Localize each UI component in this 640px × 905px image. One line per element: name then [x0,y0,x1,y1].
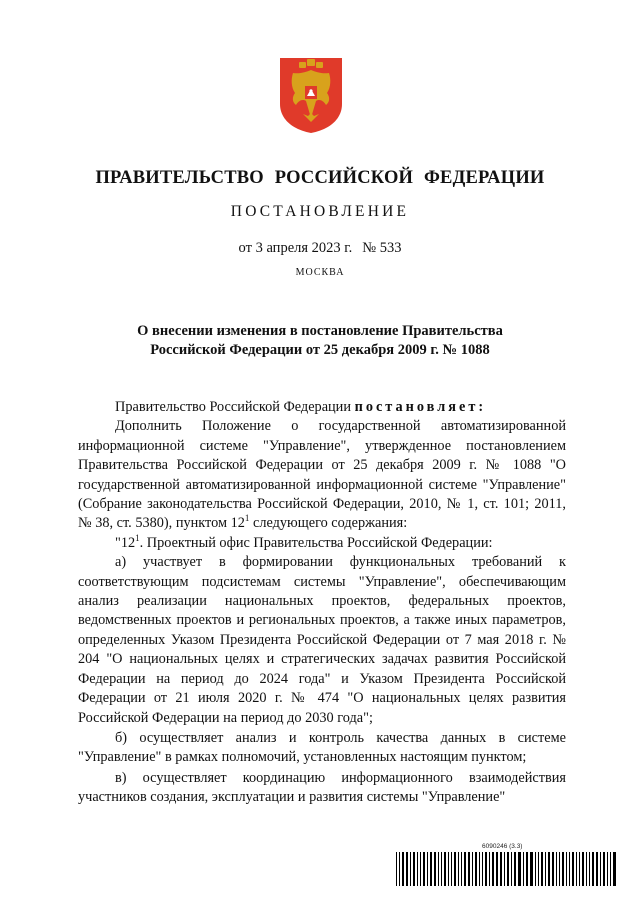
document-number: № 533 [362,240,402,256]
paragraph-1 [78,417,566,533]
barcode-block [396,843,620,887]
document-date: от 3 апреля 2023 г. [238,240,353,256]
item-b: б) осуществляет анализ и контроль качества данных в системе "Управление" в рамках полномочий, установленных настоящим пунктом; [78,729,566,766]
barcode-icon [396,852,620,886]
item-a: а) участвует в формировании функциональных требований к соответствующим подсистемам системы "Управление", обеспечивающим анализ реализации национальных проектов, федеральных проектов, ведомственных проектов и региональных проектов, а также иных параметров, определенных Указом Президента Российской Федерации от 7 мая 2018 г. № 204 "О национальных целях и стратегических задачах развития Российской Федерации на период до 2024 года" и Указом Президента Российской Федерации от 21 июля 2020 г. № 474 "О национальных целях развития Российской Федерации на период до 2030 года"; [78,554,566,726]
document-city: МОСКВА [295,267,345,278]
paragraph-2 [78,534,566,553]
paragraph-1-text: Дополнить Положение о государственной автоматизированной информационной системе "Управление", утвержденное постановлением Правительства Российской Федерации от 25 декабря 2009 г. № 1088 "О государственной автоматизированной информационной системе "Управление" (Собрание законодательства Российской Федерации, 2010, № 1, ст. 101; 2011, № 38, ст. 5380), пунктом 12 [78,418,566,532]
document-type: ПОСТАНОВЛЕНИЕ [230,203,410,220]
document-date-line [0,240,640,257]
barcode-label: 6090246 (3.3) [482,843,523,850]
coat-of-arms-icon [278,56,344,134]
intro-paragraph [78,398,566,417]
paragraph-1-tail: следующего содержания: [249,515,408,532]
paragraph-1-sup: 1 [244,513,250,524]
item-c: в) осуществляет координацию информационного взаимодействия участников создания, эксплуатации и развития системы "Управление" [78,769,566,806]
document-subject [80,322,560,360]
subject-line-2: Российской Федерации от 25 декабря 2009 г. № 1088 [150,342,490,358]
intro-bold: постановляет: [354,399,487,415]
document-body [78,398,566,808]
paragraph-2-text: . Проектный офис Правительства Российской Федерации: [139,534,493,551]
intro-text: Правительство Российской Федерации [115,399,355,415]
paragraph-2-start: "12 [115,534,136,551]
government-heading: ПРАВИТЕЛЬСТВО РОССИЙСКОЙ ФЕДЕРАЦИИ [95,168,545,188]
paragraph-2-sup: 1 [135,532,140,543]
subject-line-1: О внесении изменения в постановление Правительства [137,323,503,339]
